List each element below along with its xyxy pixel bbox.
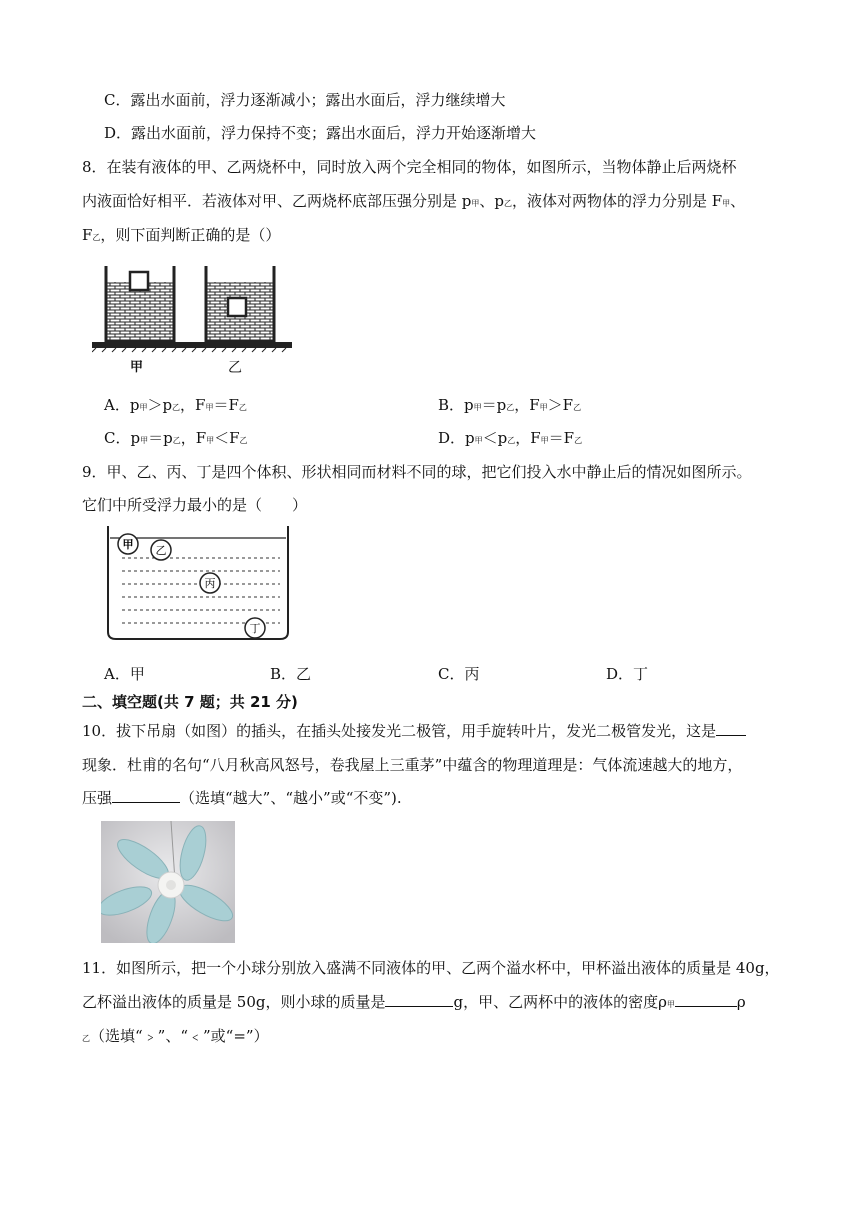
q8-stem-line2: 内液面恰好相平．若液体对甲、乙两烧杯底部压强分别是 p甲、p乙，液体对两物体的浮力分别是 F甲、 (82, 192, 746, 210)
q9-option-a: A．甲 (104, 665, 145, 683)
q7-option-c: C．露出水面前，浮力逐渐减小；露出水面后，浮力继续增大 (104, 91, 506, 109)
q9-option-b: B．乙 (270, 665, 312, 683)
q9-stem-line2: 它们中所受浮力最小的是（ ） (82, 496, 308, 514)
q11-stem-line1: 11．如图所示，把一个小球分别放入盛满不同液体的甲、乙两个溢水杯中，甲杯溢出液体的质量是 40g， (82, 959, 780, 977)
q10-stem-line3: 压强 （选填“越大”、“越小”或“不变”). (82, 789, 402, 807)
q10-blank-1[interactable] (716, 721, 746, 736)
q7-option-d: D．露出水面前，浮力保持不变；露出水面后，浮力开始逐渐增大 (104, 124, 537, 142)
q8-stem-line1: 8．在装有液体的甲、乙两烧杯中，同时放入两个完全相同的物体，如图所示，当物体静止后两烧杯 (82, 158, 737, 176)
q9-container-figure (104, 524, 294, 644)
q9-option-d: D．丁 (606, 665, 649, 683)
ball-jia-label: 甲 (122, 538, 134, 551)
q8-stem-line3: F乙，则下面判断正确的是（） (82, 226, 281, 244)
q11-stem-line3: 乙（选填“﹥”、“﹤”或“=”） (82, 1027, 269, 1045)
ball-ding-label: 丁 (249, 622, 261, 635)
q8-fig-label-yi: 乙 (228, 360, 242, 376)
q10-stem-line2: 现象．杜甫的名句“八月秋高风怒号，卷我屋上三重茅”中蕴含的物理道理是：气体流速越大的地方， (82, 756, 743, 774)
ball-yi-label: 乙 (155, 544, 167, 557)
q11-stem-line2: 乙杯溢出液体的质量是 50g，则小球的质量是 g，甲、乙两杯中的液体的密度ρ甲 ρ (82, 993, 746, 1011)
q9-option-c: C．丙 (438, 665, 480, 683)
ceiling-fan-photo (101, 821, 235, 943)
q11-blank-2[interactable] (675, 992, 737, 1007)
q8-option-b: B．p甲＝p乙，F甲＞F乙 (438, 396, 582, 414)
q8-option-a: A．p甲＞p乙，F甲＝F乙 (104, 396, 247, 414)
q8-option-d: D．p甲＜p乙，F甲＝F乙 (438, 429, 583, 447)
ball-bing-label: 丙 (204, 577, 216, 590)
section-2-title: 二、填空题(共 7 题；共 21 分) (82, 693, 298, 711)
q10-blank-2[interactable] (112, 788, 180, 803)
q8-beakers-figure (92, 262, 292, 382)
q9-stem-line1: 9．甲、乙、丙、丁是四个体积、形状相同而材料不同的球，把它们投入水中静止后的情况如图所示。 (82, 463, 752, 481)
q8-option-c: C．p甲＝p乙，F甲＜F乙 (104, 429, 248, 447)
q8-fig-label-jia: 甲 (130, 360, 144, 375)
q10-stem-line1: 10．拔下吊扇（如图）的插头，在插头处接发光二极管，用手旋转叶片，发光二极管发光，这是 (82, 721, 746, 741)
q11-blank-1[interactable] (385, 992, 453, 1007)
